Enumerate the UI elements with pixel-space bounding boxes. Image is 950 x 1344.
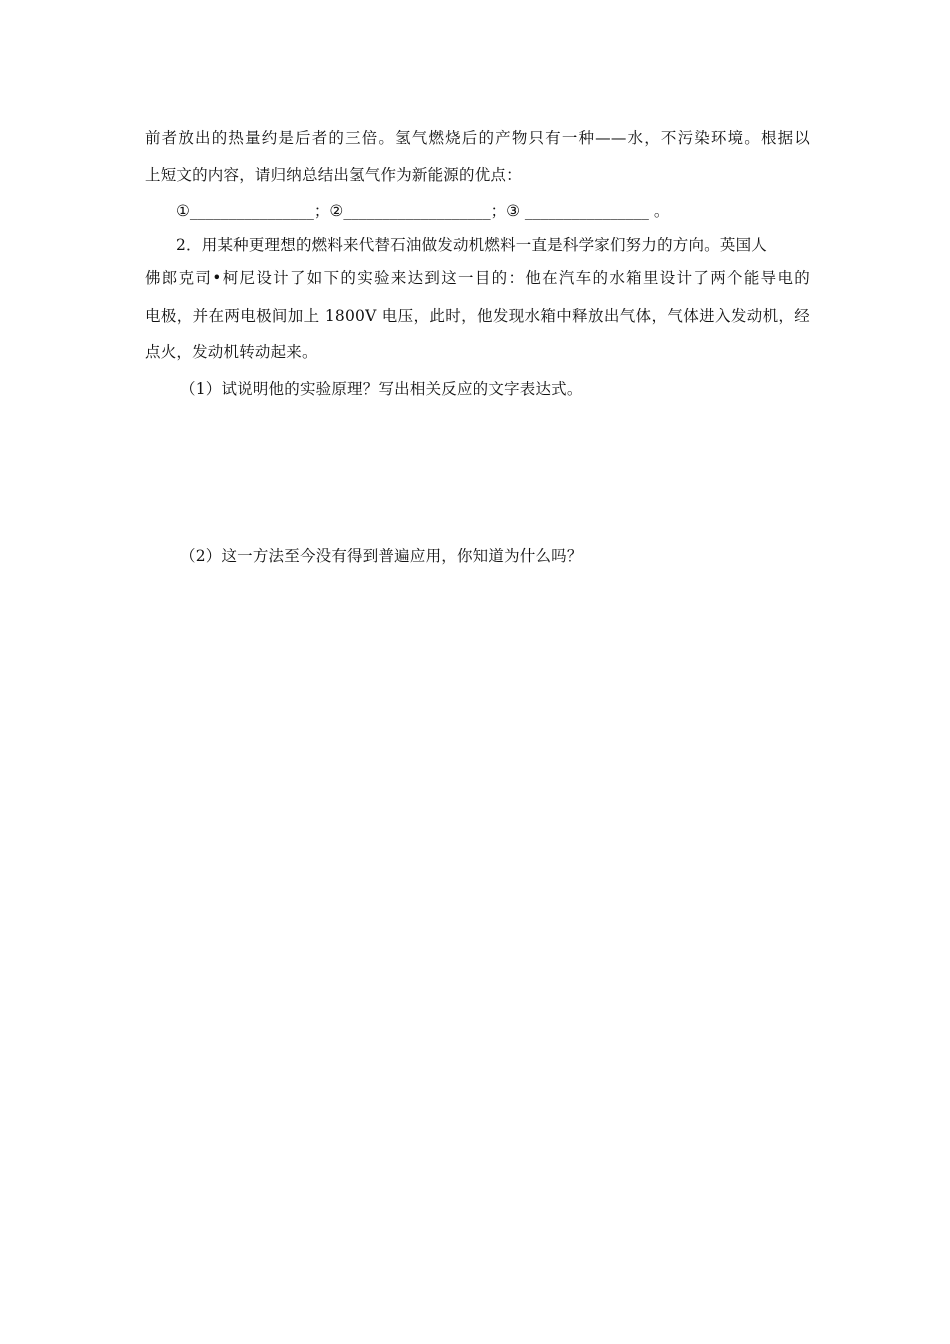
question-2-line-4: 点火，发动机转动起来。	[145, 343, 318, 361]
sub-question-1: （1）试说明他的实验原理？写出相关反应的文字表达式。	[180, 380, 583, 398]
blank-2: ②___________________	[329, 202, 491, 220]
paragraph-line-1: 前者放出的热量约是后者的三倍。氢气燃烧后的产物只有一种——水，不污染环境。根据以	[145, 129, 810, 147]
fill-in-blanks-row	[176, 200, 669, 222]
paragraph-line-2: 上短文的内容，请归纳总结出氢气作为新能源的优点：	[145, 166, 522, 184]
question-2-line-3: 电极，并在两电极间加上 1800V 电压，此时，他发现水箱中释放出气体，气体进入发动机，经	[145, 307, 810, 325]
sub-question-2: （2）这一方法至今没有得到普遍应用，你知道为什么吗？	[180, 547, 583, 565]
blank-separator-1: ；	[313, 202, 330, 220]
question-2-line-2: 佛郎克司•柯尼设计了如下的实验来达到这一目的：他在汽车的水箱里设计了两个能导电的	[145, 269, 810, 287]
blank-separator-2: ；	[490, 202, 507, 220]
blank-1: ①________________	[176, 202, 314, 220]
question-2-line-1: 2．用某种更理想的燃料来代替石油做发动机燃料一直是科学家们努力的方向。英国人	[176, 236, 767, 254]
blank-3: ③ ________________ 。	[506, 202, 670, 220]
